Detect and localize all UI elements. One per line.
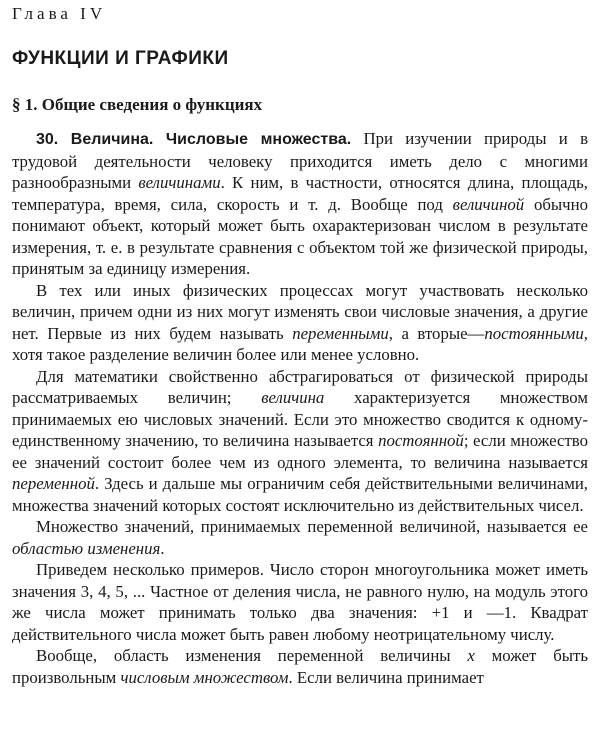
- text-segment: .: [160, 538, 165, 558]
- italic-term: постоянными: [484, 323, 584, 343]
- text-segment: Приведем несколько примеров. Число сторон многоугольника может иметь значения 3, 4, 5, ... Частное от деления числа, не равного нулю, на модуль этого же числа может принимать только два значения: +1 и —1. Квадрат действительного числа может быть равен любому неотрицательному числу.: [12, 560, 588, 644]
- text-segment: При изучении природы и в трудовой деятельности человеку приходится иметь дело с многими разнообразными: [12, 129, 589, 192]
- italic-term: величиной: [452, 194, 525, 214]
- italic-term: величина: [261, 388, 325, 407]
- paragraph-1: [12, 128, 588, 280]
- text-segment: Множество значений, принимаемых переменной величиной, называется ее: [36, 517, 588, 536]
- body-text: [12, 128, 588, 688]
- italic-term: переменной: [12, 474, 95, 493]
- text-segment: обычно понимают объект, который может быть охарактеризован числом в результате измерения, т. е. в результате сравнения с объектом той же физической природы, принятым за единицу измерения.: [12, 194, 588, 278]
- paragraph-3: [12, 366, 588, 517]
- text-segment: может быть произвольным: [12, 646, 588, 687]
- text-segment: ; если множество ее значений состоит более чем из одного элемента, то величина называется: [12, 431, 588, 472]
- paragraph-heading: 30. Величина. Числовые множества.: [36, 131, 352, 148]
- italic-term: числовым множеством: [120, 667, 289, 687]
- chapter-title: ФУНКЦИИ И ГРАФИКИ: [12, 48, 229, 69]
- italic-term: величинами: [138, 173, 221, 192]
- text-segment: , хотя такое разделение величин более или менее условно.: [12, 323, 588, 364]
- italic-term: x: [467, 646, 475, 665]
- paragraph-4: [12, 516, 588, 559]
- paragraph-2: [12, 280, 588, 366]
- text-segment: Вообще, область изменения переменной величины: [36, 646, 468, 665]
- text-segment: , а вторые—: [388, 323, 485, 343]
- section-title: § 1. Общие сведения о функциях: [12, 95, 263, 114]
- text-segment: . К ним, в частности, относятся длина, площадь, температура, время, сила, скорость и т. д. Вообще под: [12, 173, 588, 214]
- paragraph-6: [12, 645, 588, 688]
- text-segment: характеризуется множеством принимаемых ею числовых значений. Если это множество сводится к одному-единственному значению, то величина называется: [12, 388, 588, 450]
- text-segment: Для математики свойственно абстрагироваться от физической природы рассматриваемых величин;: [12, 366, 588, 407]
- text-segment: . Здесь и дальше мы ограничим себя действительными величинами, множества значений которых состоят исключительно из действительных чисел.: [12, 474, 588, 515]
- text-segment: В тех или иных физических процессах могут участвовать несколько величин, причем одни из них могут изменять свои числовые значения, а другие нет. Первые из них будем называть: [12, 280, 588, 343]
- italic-term: переменными: [292, 323, 389, 343]
- paragraph-5: [12, 559, 588, 645]
- italic-term: областью изменения: [12, 538, 161, 558]
- chapter-label: Глава IV: [12, 4, 107, 23]
- italic-term: постоянной: [378, 431, 464, 450]
- text-segment: . Если величина принимает: [288, 667, 484, 687]
